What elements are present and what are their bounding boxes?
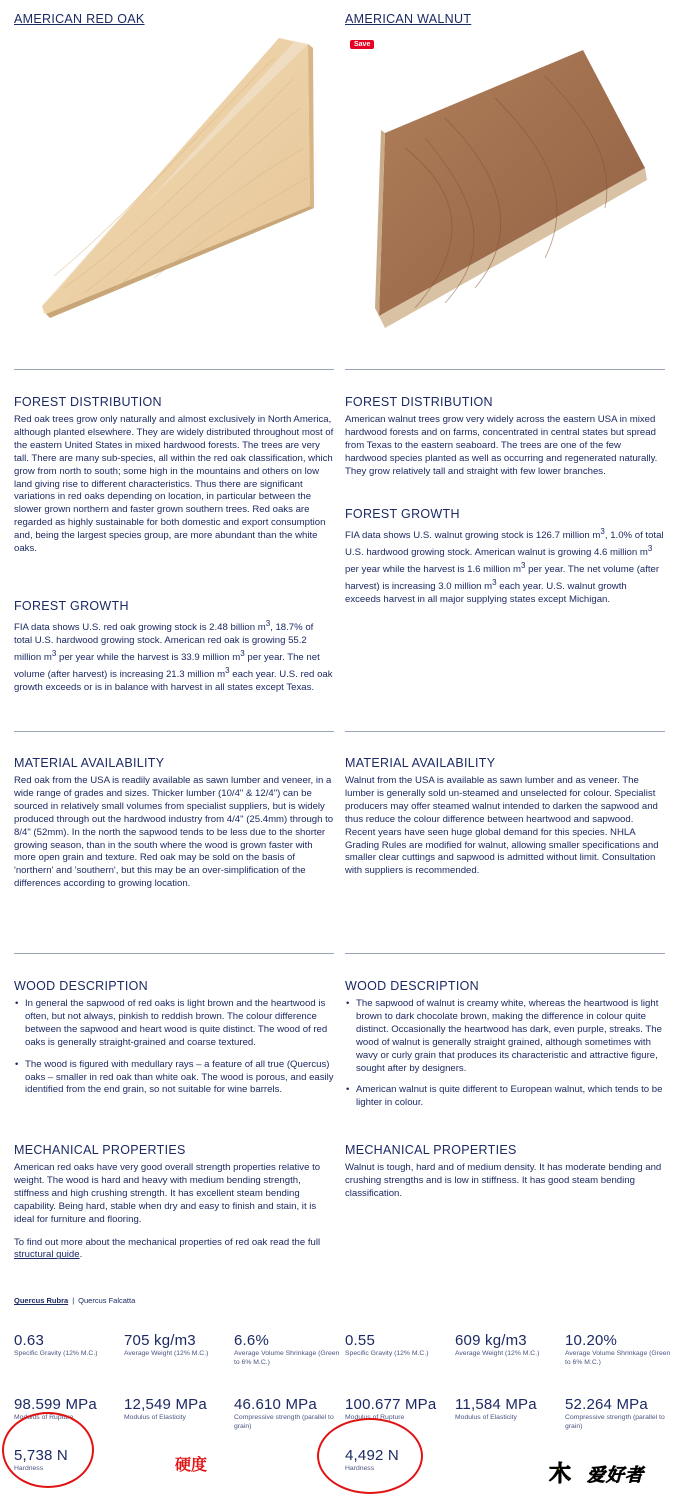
red-oak-title-link[interactable]: AMERICAN RED OAK <box>14 12 145 26</box>
divider <box>14 953 334 954</box>
section-text: FIA data shows U.S. red oak growing stock is 2.48 billion $m^3$, 18.7% of total U.S. hardwood growing stock. American red oak is growing 55.2 million $m^3$ per year while the harvest is 33.9 million $m^3$ per year. The net volume (after harvest) is increasing 21.3 million $m^3$ each year. U.S. red oak growth exceeds or is in balance with harvest in all states except Texas. <box>14 619 333 694</box>
divider <box>345 731 665 732</box>
species-tabs: Quercus Rubra | Quercus Falcatta <box>14 1296 136 1305</box>
stat-modulus-of-rupture: 98.599 MPa Modulus of Rupture <box>14 1396 97 1421</box>
more-info-text: To find out more about the mechanical properties of red oak read the full structural guide. <box>14 1236 321 1261</box>
forest-growth-section <box>14 599 334 695</box>
watermark-mark: 木 <box>549 1462 572 1487</box>
section-heading: FOREST GROWTH <box>345 507 460 521</box>
stat-hardness: 4,492 N Hardness <box>345 1447 399 1472</box>
section-text: Red oak from the USA is readily available as sawn lumber and veneer, in a wide range of grades and sizes. Thicker lumber (10/4" & 12/4") can be sourced in relatively small volumes from specialist suppliers, but is widely produced through out the hardwood industry from 4/4" (25.4mm) through to 8/4" (52mm). In the north the sapwood tends to be less due to the shorter growing season, than in the south where the wood is grown faster with more open grain and texture. Red oak may be sold on the basis of 'northern' and 'southern', but this may be an over-simplification of the differences according to growing location. <box>14 775 334 890</box>
section-text: FIA data shows U.S. walnut growing stock is 126.7 million $m^3$, 1.0% of total U.S. hardwood growing stock. American walnut is growing 4.6 million $m^3$ per year while the harvest is 1.6 million $m^3$ per year. The net volume (after harvest) is increasing 3.0 million $m^3$ each year. U.S. walnut growth exceeds harvest in all major supplying states except Michigan. <box>345 527 664 606</box>
walnut-board-image <box>355 38 655 328</box>
bullet-list <box>14 998 334 1097</box>
stat-average-weight: 609 kg/m3 Average Weight (12% M.C.) <box>455 1332 540 1357</box>
list-item: • In general the sapwood of red oaks is light brown and the heartwood is often, but not always, pinkish to reddish brown. The colour difference between the sapwood and heart wood is quite distinct. The wood of red oaks is generally straight-grained and coarse textured. <box>14 998 334 1050</box>
section-text: Walnut from the USA is available as sawn lumber and as veneer. The lumber is generally sold un-steamed and unselected for colour. Specialist producers may offer steamed walnut intended to darken the sapwood and thus reduce the colour difference between heartwood and sapwood. Recent years have seen huge global demand for this species. NHLA Grading Rules are modified for walnut, allowing smaller specifications and smaller clear cuttings and sapwood is admitted without limit. Consultation with suppliers is recommended. <box>345 775 659 877</box>
divider <box>14 369 334 370</box>
section-text: American walnut trees grow very widely across the eastern USA in mixed hardwood forests and on farms, concentrated in central states but spread from Texas to the eastern seaboard. The trees are one of the few hardwood species planted as well as occurring and regenerated naturally. They grow relatively tall and straight with few lower branches. <box>345 414 658 477</box>
section-heading: MECHANICAL PROPERTIES <box>14 1143 186 1157</box>
stat-compressive-strength: 52.264 MPa Compressive strength (parallel to grain) <box>565 1396 665 1430</box>
stat-specific-gravity: 0.63 Specific Gravity (12% M.C.) <box>14 1332 98 1357</box>
stat-volume-shrinkage: 10.20% Average Volume Shrinkage (Green to 6% M.C.) <box>565 1332 671 1366</box>
list-item: • American walnut is quite different to European walnut, which tends to be lighter in colour. <box>345 1084 665 1110</box>
hardness-annotation: 硬度 <box>175 1455 208 1474</box>
stat-average-weight: 705 kg/m3 Average Weight (12% M.C.) <box>124 1332 209 1357</box>
forest-distribution-section <box>345 395 665 479</box>
section-heading: WOOD DESCRIPTION <box>345 979 479 993</box>
divider <box>345 369 665 370</box>
walnut-title-link[interactable]: AMERICAN WALNUT <box>345 12 472 26</box>
section-heading: MECHANICAL PROPERTIES <box>345 1143 517 1157</box>
forest-growth-section <box>345 507 665 607</box>
section-heading: FOREST DISTRIBUTION <box>345 395 493 409</box>
red-oak-board-image <box>24 38 324 328</box>
section-text: American red oaks have very good overall strength properties relative to weight. The wood is hard and heavy with medium bending strength, stiffness and high crushing strength. It has excellent steam bending capability. Being hard, stable when dry and easy to finish and stain, it is ideal for furniture and flooring. <box>14 1162 321 1225</box>
stat-modulus-of-elasticity: 11,584 MPa Modulus of Elasticity <box>455 1396 537 1421</box>
section-heading: MATERIAL AVAILABILITY <box>345 756 496 770</box>
list-item: • The wood is figured with medullary rays – a feature of all true (Quercus) oaks – smaller in red oak than white oak. The wood is porous, and easily identified from the end grain, so not suitable for wine barrels. <box>14 1059 334 1098</box>
tab-quercus-falcatta[interactable]: Quercus Falcatta <box>78 1296 136 1305</box>
stat-compressive-strength: 46.610 MPa Compressive strength (parallel to grain) <box>234 1396 334 1430</box>
watermark-logo <box>547 1457 675 1491</box>
section-heading: FOREST DISTRIBUTION <box>14 395 162 409</box>
section-heading: MATERIAL AVAILABILITY <box>14 756 165 770</box>
list-item: • The sapwood of walnut is creamy white, whereas the heartwood is light brown to dark chocolate brown, making the difference in colour quite distinct. Occasionally the heartwood has dark, even purple, streaks. The wood of walnut is generally straight grained, although sometimes with wavy or curly grain that produces its characteristic and attractive figure, sought after by designers. <box>345 998 665 1075</box>
section-text: Walnut is tough, hard and of medium density. It has moderate bending and crushing strengths and is low in stiffness. It has good steam bending classification. <box>345 1162 662 1199</box>
stat-modulus-of-elasticity: 12,549 MPa Modulus of Elasticity <box>124 1396 207 1421</box>
material-availability-section <box>14 756 334 891</box>
mechanical-properties-section <box>345 1143 665 1201</box>
pinterest-save-button[interactable]: Save <box>350 40 374 49</box>
section-heading: FOREST GROWTH <box>14 599 129 613</box>
stat-hardness: 5,738 N Hardness <box>14 1447 68 1472</box>
material-availability-section <box>345 756 665 878</box>
section-text: Red oak trees grow only naturally and almost exclusively in North America, although planted elsewhere. They are widely distributed throughout most of the eastern United States in mixed hardwood forests. The trees are very tall. There are many sub-species, all within the red oak classification, which grow from north to south; some high in the mountains and others on low land giving rise to different characteristics. Thus there are significant variations in red oaks depending on location, in particular between the slower grown northern and faster grown southern trees. Red oaks are regarded as highly sustainable for both domestic and export consumption and, being the largest species group, are more abundant than the white oaks. <box>14 414 334 555</box>
stat-volume-shrinkage: 6.6% Average Volume Shrinkage (Green to 6% M.C.) <box>234 1332 340 1366</box>
bullet-list <box>345 998 665 1110</box>
hardness-highlight-circle <box>2 1412 94 1488</box>
wood-description-section <box>345 979 665 1119</box>
wood-description-section <box>14 979 334 1106</box>
divider <box>345 953 665 954</box>
divider <box>14 731 334 732</box>
stat-modulus-of-rupture: 100.677 MPa Modulus of Rupture <box>345 1396 437 1421</box>
mechanical-properties-section <box>14 1143 334 1262</box>
forest-distribution-section <box>14 395 334 556</box>
watermark-text: 爱好者 <box>587 1465 644 1486</box>
hardness-highlight-circle <box>317 1418 423 1494</box>
structural-guide-link[interactable]: structural guide <box>14 1249 80 1261</box>
stat-specific-gravity: 0.55 Specific Gravity (12% M.C.) <box>345 1332 429 1357</box>
section-heading: WOOD DESCRIPTION <box>14 979 148 993</box>
tab-quercus-rubra[interactable]: Quercus Rubra <box>14 1296 69 1305</box>
